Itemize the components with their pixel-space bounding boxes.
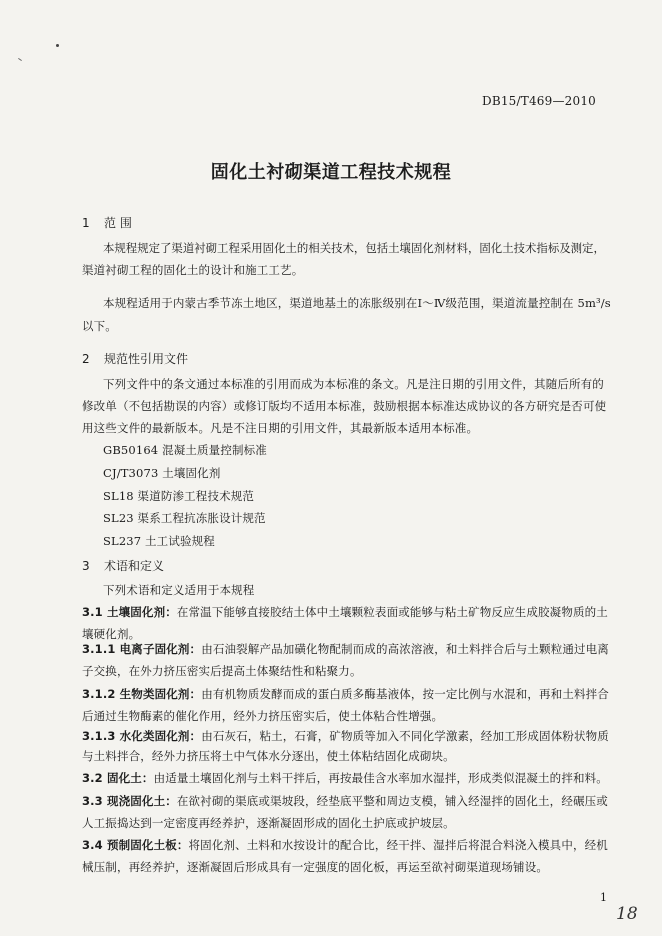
page-title: 固化土衬砌渠道工程技术规程	[210, 162, 452, 183]
term-label: 3.1.2 生物类固化剂：	[82, 687, 202, 701]
definition-3-4	[82, 837, 608, 853]
paragraph-line: 本规程规定了渠道衬砌工程采用固化土的相关技术，包括土壤固化剂材料，固化土技术指标及测定，	[103, 241, 605, 255]
definition-3-2	[82, 770, 608, 786]
term-label: 3.3 现浇固化土：	[82, 794, 177, 808]
term-label: 3.1 土壤固化剂：	[82, 605, 177, 619]
reference-item: SL18 渠道防渗工程技术规范	[103, 489, 255, 503]
definition-text: 由石灰石，粘土，石膏，矿物质等加入不同化学激素，经加工形成固体粉状物质	[201, 729, 609, 743]
paragraph-line: 下列文件中的条文通过本标准的引用而成为本标准的条文。凡是注日期的引用文件，其随后所有的	[103, 377, 604, 391]
reference-item: GB50164 混凝土质量控制标准	[103, 443, 267, 457]
definition-3-1	[82, 604, 608, 620]
paragraph-line: 与土料拌合，经外力挤压将土中气体水分逐出，使土体粘结固化成砌块。	[82, 749, 455, 763]
definition-text: 由适量土壤固化剂与土料干拌后，再按最佳含水率加水湿拌，形成类似混凝土的拌和料。	[153, 771, 608, 785]
definition-text: 由有机物质发酵而成的蛋白质多酶基液体，按一定比例与水混和，再和土料拌合	[201, 687, 609, 701]
definition-3-3	[82, 793, 608, 809]
section-2-heading	[82, 350, 188, 367]
handwritten-mark: 18	[616, 904, 638, 924]
page-number: 1	[600, 891, 607, 904]
section-title: 规范性引用文件	[104, 352, 189, 366]
reference-item: SL237 土工试验规程	[103, 534, 215, 548]
definition-text: 在常温下能够直接胶结土体中土壤颗粒表面或能够与粘土矿物反应生成胶凝物质的土	[176, 605, 608, 619]
term-label: 3.1.1 电离子固化剂：	[82, 642, 202, 656]
definition-3-1-2	[82, 686, 609, 702]
section-number: 2	[82, 352, 90, 366]
paragraph-line: 后通过生物酶素的催化作用，经外力挤压密实后，使土体粘合性增强。	[82, 709, 444, 723]
paragraph-line: 人工振捣达到一定密度再经养护，逐渐凝固形成的固化土护底或护坡层。	[82, 816, 455, 830]
paragraph-line: 用这些文件的最新版本。凡是不注日期的引用文件，其最新版本适用本标准。	[82, 421, 479, 435]
section-title: 范 围	[104, 216, 132, 230]
paragraph-line: 械压制，再经养护，逐渐凝固后形成具有一定强度的固化板，再运至欲衬砌渠道现场铺设。	[82, 860, 548, 874]
definition-3-1-3	[82, 728, 609, 744]
scan-mark	[18, 58, 22, 61]
document-id: DB15/T469—2010	[482, 94, 596, 108]
definition-text: 在欲衬砌的渠底或渠坡段，经垫底平整和周边支模，铺入经湿拌的固化土，经碾压或	[176, 794, 608, 808]
paragraph-line: 以下。	[82, 319, 117, 333]
scan-speck	[56, 44, 59, 47]
paragraph-line: 子交换，在外力挤压密实后提高土体聚结性和粘聚力。	[82, 664, 362, 678]
section-number: 3	[82, 559, 90, 573]
reference-item: SL23 渠系工程抗冻胀设计规范	[103, 511, 266, 525]
paragraph-line: 下列术语和定义适用于本规程	[103, 583, 255, 597]
term-label: 3.1.3 水化类固化剂：	[82, 729, 202, 743]
definition-text: 将固化剂、土料和水按设计的配合比，经干拌、湿拌后将混合料浇入模具中，经机	[188, 838, 608, 852]
section-1-heading	[82, 214, 132, 231]
definition-text: 由石油裂解产品加磺化物配制而成的高浓溶液，和土料拌合后与土颗粒通过电离	[201, 642, 609, 656]
section-number: 1	[82, 216, 90, 230]
term-label: 3.4 预制固化土板：	[82, 838, 189, 852]
paragraph-line: 壤硬化剂。	[82, 627, 141, 641]
term-label: 3.2 固化土：	[82, 771, 154, 785]
paragraph-line: 渠道衬砌工程的固化土的设计和施工工艺。	[82, 263, 304, 277]
reference-item: CJ/T3073 土壤固化剂	[103, 466, 221, 480]
section-title: 术语和定义	[104, 559, 165, 573]
section-3-heading	[82, 557, 164, 574]
definition-3-1-1	[82, 641, 609, 657]
paragraph-line: 本规程适用于内蒙古季节冻土地区，渠道地基土的冻胀级别在Ⅰ～Ⅳ级范围，渠道流量控制在 5m³/s	[103, 296, 611, 310]
paragraph-line: 修改单（不包括勘误的内容）或修订版均不适用本标准，鼓励根据本标准达成协议的各方研究是否可使	[82, 399, 607, 413]
